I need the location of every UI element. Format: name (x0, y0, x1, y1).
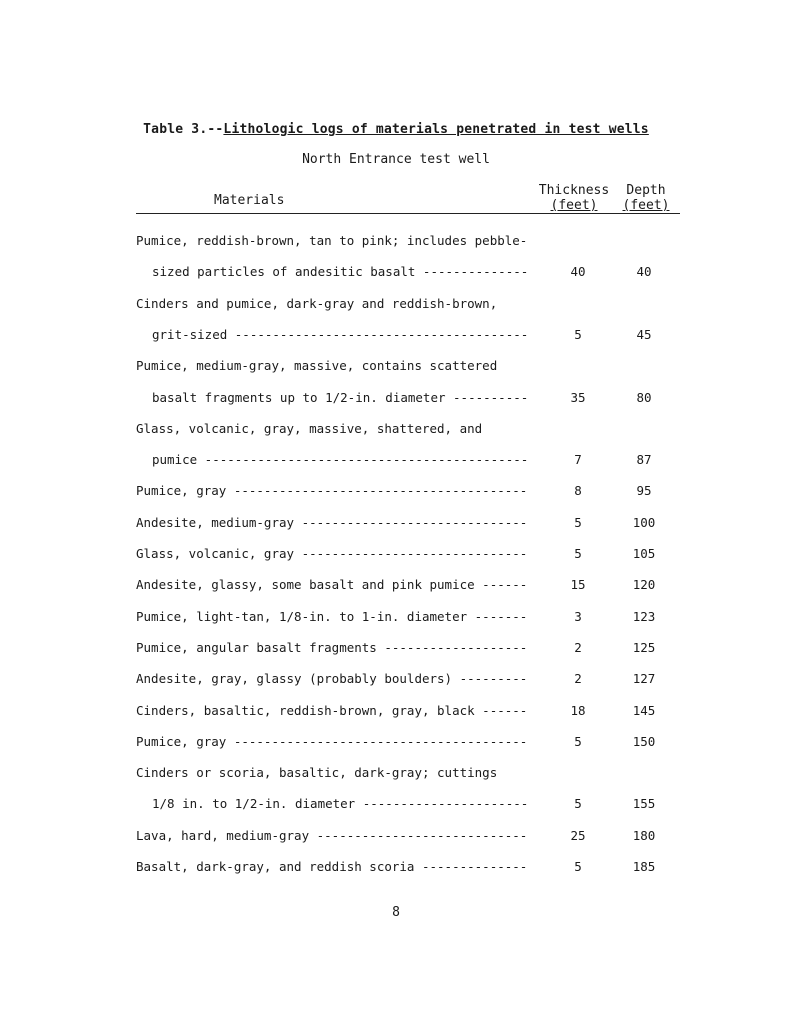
material-description: basalt fragments up to 1/2-in. diameter ---------- (152, 389, 529, 405)
depth-value: 150 (632, 733, 656, 749)
table-row-line (0, 232, 792, 250)
column-header-thickness-label: Thickness (538, 183, 610, 198)
depth-value: 185 (632, 859, 656, 874)
depth-value: 155 (632, 796, 656, 812)
table-row-line (0, 639, 792, 657)
material-description: Andesite, glassy, some basalt and pink pumice ------ (136, 577, 528, 593)
thickness-value: 7 (574, 452, 582, 468)
depth-value: 105 (632, 546, 656, 561)
material-description: Cinders or scoria, basaltic, dark-gray; cuttings (136, 765, 498, 781)
thickness-value: 5 (574, 859, 582, 874)
table-row-line (0, 482, 792, 500)
material-description: Andesite, gray, glassy (probably boulders) --------- (136, 671, 528, 687)
table-row-line (0, 733, 792, 751)
table-title-prefix: Table 3.-- (143, 122, 224, 137)
thickness-value: 3 (574, 608, 582, 624)
table-row-line (0, 795, 792, 813)
thickness-value: 5 (574, 796, 582, 812)
column-header-depth-label: Depth (626, 183, 666, 198)
thickness-value: 5 (574, 546, 582, 561)
depth-value: 80 (636, 389, 652, 405)
material-description: Pumice, reddish-brown, tan to pink; includes pebble- (136, 233, 528, 248)
column-header-materials: Materials (214, 193, 285, 208)
depth-value: 95 (636, 483, 652, 499)
material-description: 1/8 in. to 1/2-in. diameter ---------------------- (152, 796, 529, 812)
table-row-line (0, 608, 792, 626)
column-header-thickness-unit: (feet) (550, 198, 598, 213)
thickness-value: 15 (570, 577, 586, 593)
material-description: Pumice, angular basalt fragments ------------------- (136, 639, 528, 655)
table-row-line (0, 764, 792, 782)
table-row-line (0, 858, 792, 876)
thickness-value: 5 (574, 733, 582, 749)
material-description: Andesite, medium-gray ------------------------------ (136, 514, 528, 530)
material-description: grit-sized --------------------------------------- (152, 326, 529, 342)
material-description: pumice ------------------------------------------- (152, 452, 529, 468)
thickness-value: 2 (574, 639, 582, 655)
thickness-value: 5 (574, 326, 582, 342)
page-number: 8 (392, 905, 400, 920)
table-row-line (0, 827, 792, 845)
material-description: Pumice, medium-gray, massive, contains scattered (136, 358, 498, 374)
table-row-line (0, 670, 792, 688)
column-header-depth-unit: (feet) (622, 198, 670, 213)
depth-value: 123 (632, 608, 656, 624)
depth-value: 100 (632, 514, 656, 530)
table-row-line (0, 451, 792, 469)
material-description: Basalt, dark-gray, and reddish scoria -------------- (136, 859, 528, 874)
thickness-value: 2 (574, 671, 582, 687)
material-description: Cinders, basaltic, reddish-brown, gray, black ------ (136, 702, 528, 718)
table-subtitle: North Entrance test well (302, 152, 490, 167)
thickness-value: 8 (574, 483, 582, 499)
depth-value: 87 (636, 452, 652, 468)
material-description: Pumice, light-tan, 1/8-in. to 1-in. diameter ------- (136, 608, 528, 624)
depth-value: 45 (636, 326, 652, 342)
material-description: sized particles of andesitic basalt -------------- (152, 264, 529, 280)
table-row-line (0, 389, 792, 407)
table-row-line (0, 420, 792, 438)
depth-value: 127 (632, 671, 656, 687)
depth-value: 40 (636, 264, 652, 280)
table-row-line (0, 702, 792, 720)
thickness-value: 5 (574, 514, 582, 530)
table-row-line (0, 326, 792, 344)
material-description: Pumice, gray --------------------------------------- (136, 733, 528, 749)
thickness-value: 35 (570, 389, 586, 405)
thickness-value: 18 (570, 702, 586, 718)
material-description: Glass, volcanic, gray ------------------------------ (136, 546, 528, 561)
material-description: Glass, volcanic, gray, massive, shattered, and (136, 420, 483, 436)
depth-value: 180 (632, 827, 656, 843)
thickness-value: 25 (570, 827, 586, 843)
thickness-value: 40 (570, 264, 586, 280)
depth-value: 145 (632, 702, 656, 718)
table-row-line (0, 263, 792, 281)
table-row-line (0, 357, 792, 375)
table-row-line (0, 295, 792, 313)
depth-value: 120 (632, 577, 656, 593)
table-row-line (0, 545, 792, 563)
table-row-line (0, 514, 792, 532)
table-title-caption: Lithologic logs of materials penetrated in test wells (223, 122, 649, 137)
material-description: Pumice, gray --------------------------------------- (136, 483, 528, 499)
table-row-line (0, 576, 792, 594)
material-description: Lava, hard, medium-gray ---------------------------- (136, 827, 528, 843)
material-description: Cinders and pumice, dark-gray and reddish-brown, (136, 295, 498, 311)
depth-value: 125 (632, 639, 656, 655)
